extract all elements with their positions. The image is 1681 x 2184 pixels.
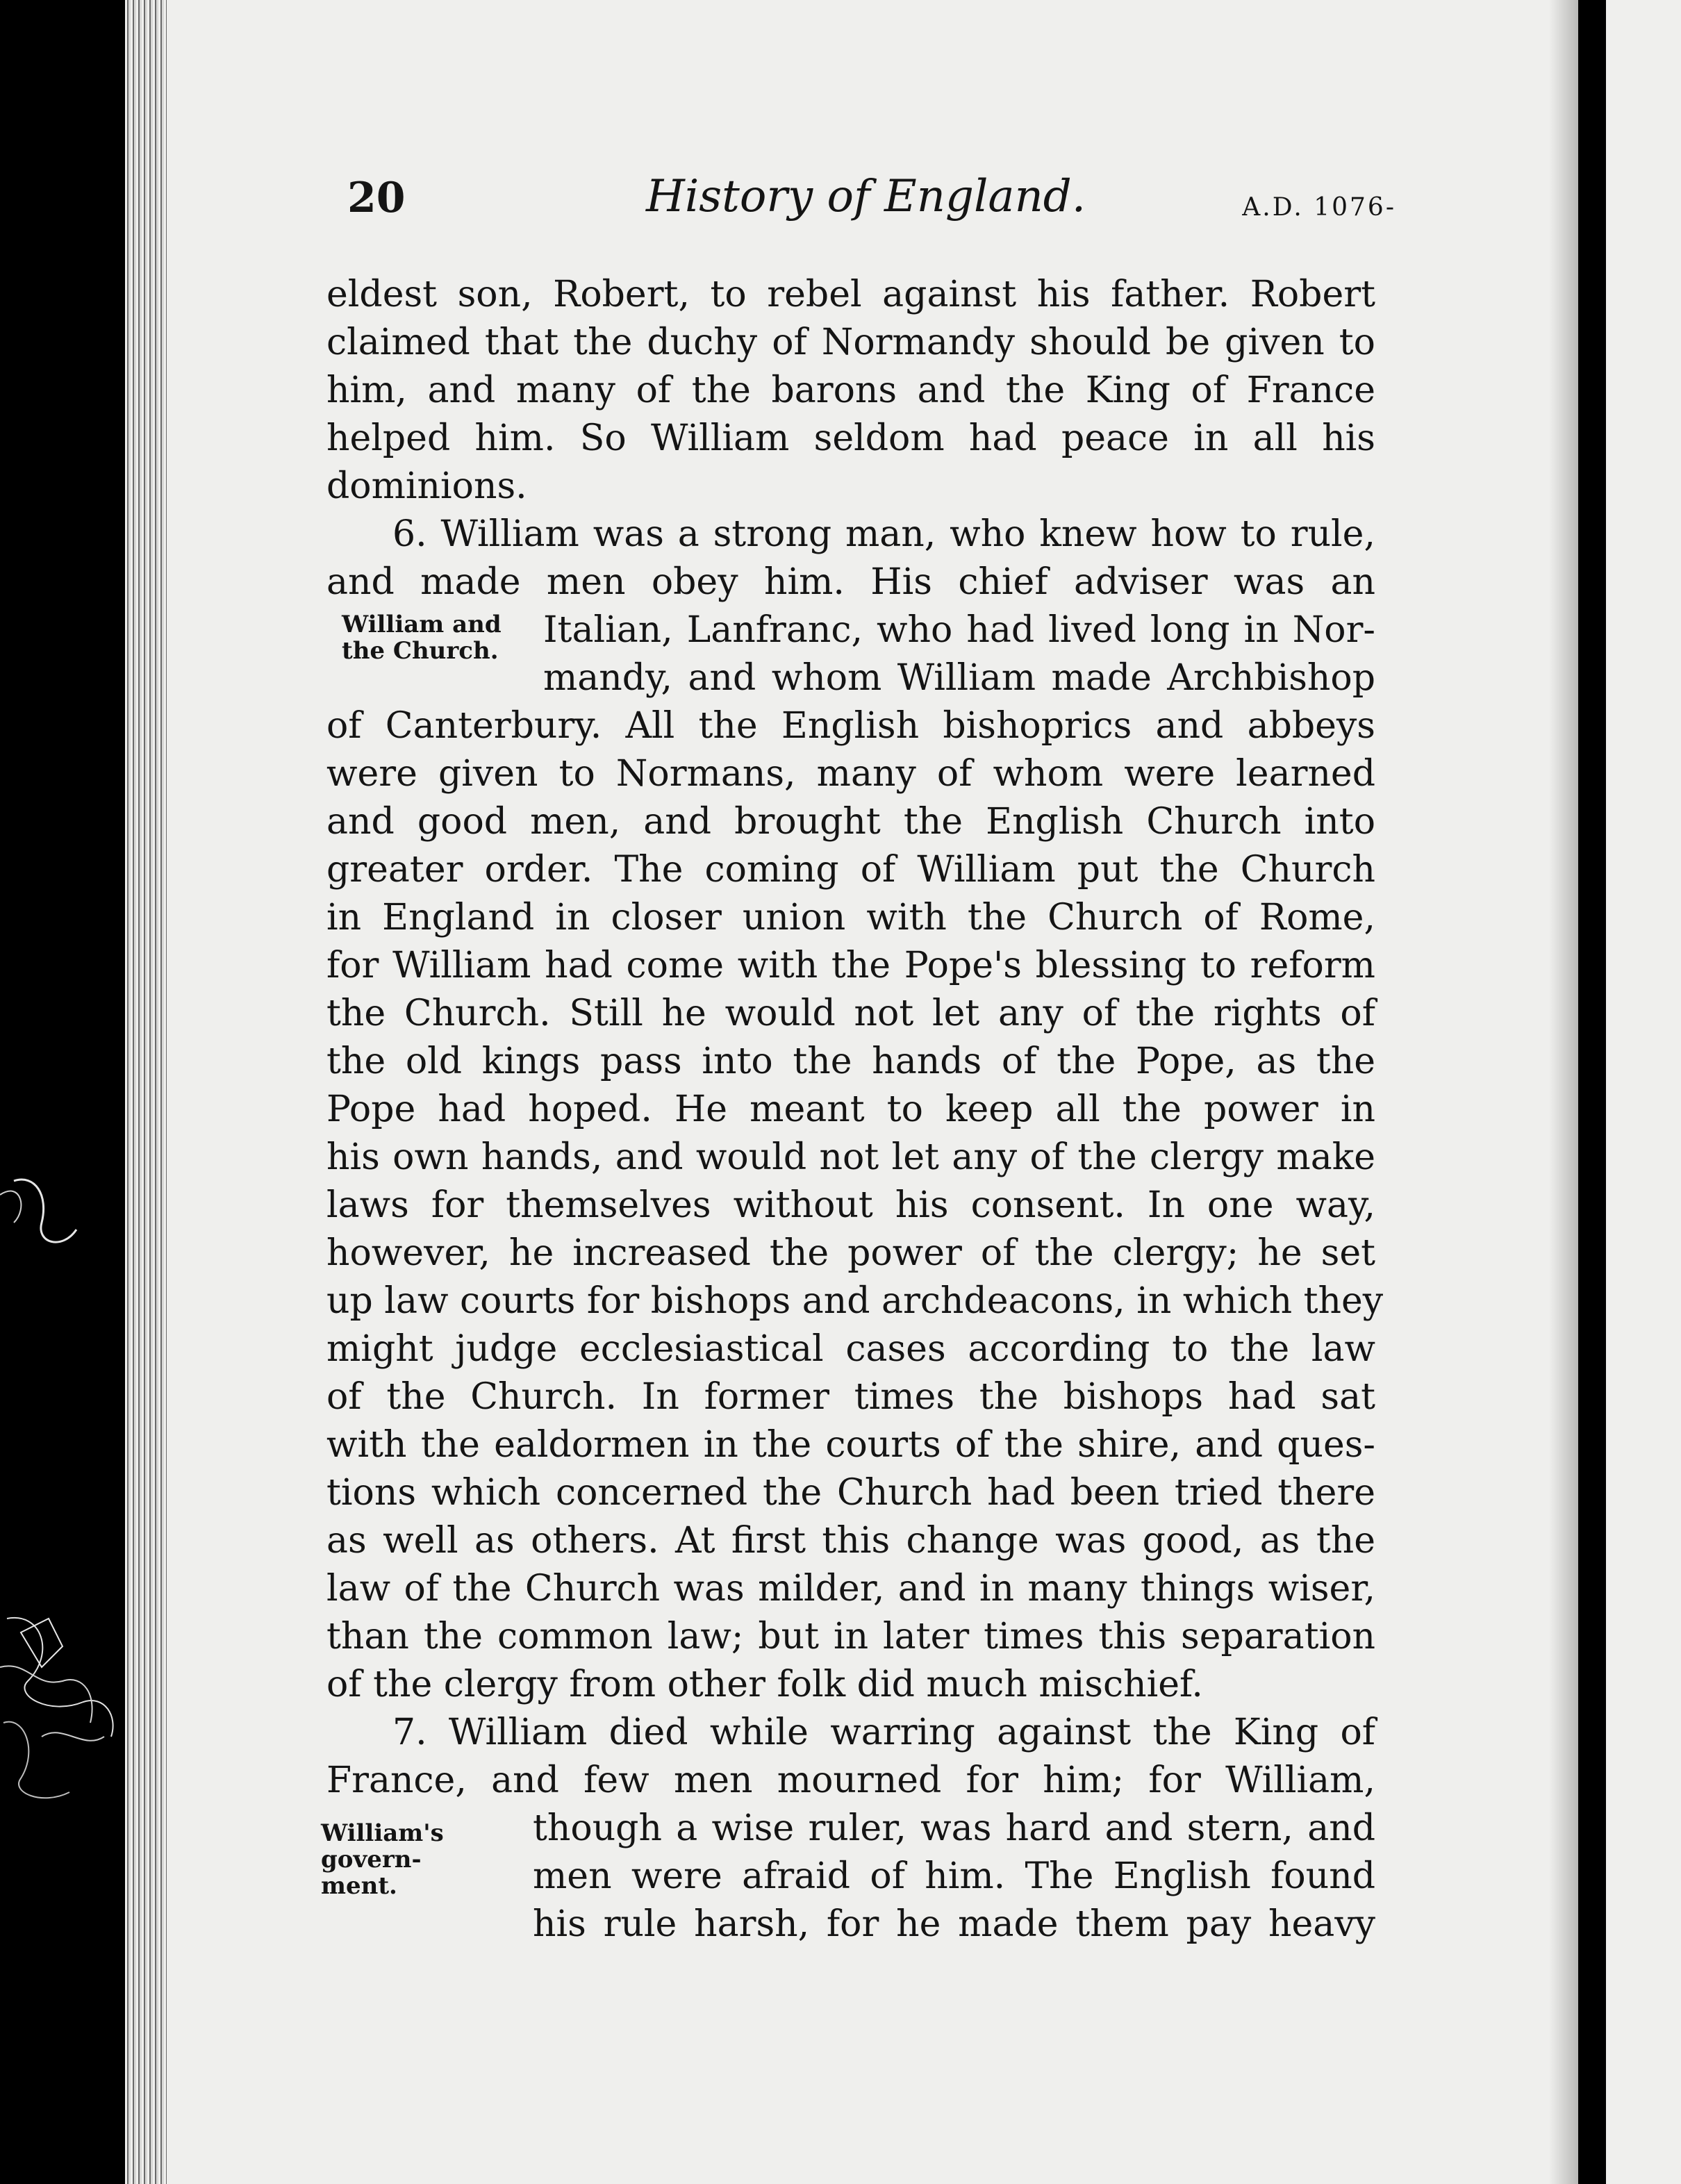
text-line: his own hands, and would not let any of the clergy make bbox=[326, 1136, 1375, 1178]
running-title: History of England. bbox=[646, 171, 1086, 222]
facing-page-edge bbox=[1606, 0, 1681, 2184]
text-line: France, and few men mourned for him; for William, bbox=[326, 1760, 1375, 1801]
text-line: with the ealdormen in the courts of the shire, and ques- bbox=[326, 1424, 1375, 1466]
text-line: Pope had hoped. He meant to keep all the power in bbox=[326, 1089, 1375, 1130]
text-line: of Canterbury. All the English bishoprics and abbeys bbox=[326, 705, 1375, 747]
side-note-line: ment. bbox=[321, 1872, 397, 1900]
text-line: greater order. The coming of William put the Church bbox=[326, 849, 1375, 891]
frayed-paper-edge bbox=[0, 0, 139, 2184]
text-line: were given to Normans, many of whom were learned bbox=[326, 753, 1375, 795]
page-number: 20 bbox=[347, 174, 406, 222]
running-head bbox=[340, 171, 1396, 236]
text-line: Italian, Lanfranc, who had lived long in Nor- bbox=[543, 609, 1375, 651]
text-line: up law courts for bishops and archdeacons, in which they bbox=[326, 1280, 1384, 1322]
side-note-line: the Church. bbox=[342, 637, 499, 665]
text-line: though a wise ruler, was hard and stern, and bbox=[533, 1807, 1375, 1849]
text-line: eldest son, Robert, to rebel against his father. Robert bbox=[326, 274, 1375, 315]
side-note-line: govern- bbox=[321, 1846, 422, 1873]
text-line: than the common law; but in later times this separation bbox=[326, 1616, 1375, 1657]
text-line: dominions. bbox=[326, 465, 527, 507]
text-line: however, he increased the power of the clergy; he set bbox=[326, 1232, 1375, 1274]
text-line: his rule harsh, for he made them pay heavy bbox=[533, 1903, 1375, 1945]
side-note-line: William and bbox=[342, 611, 502, 638]
text-line: of the Church. In former times the bishops had sat bbox=[326, 1376, 1375, 1418]
text-line: mandy, and whom William made Archbishop bbox=[543, 657, 1375, 699]
text-line: and made men obey him. His chief adviser was an bbox=[326, 561, 1375, 603]
text-line: the old kings pass into the hands of the Pope, as the bbox=[326, 1041, 1375, 1082]
text-line: helped him. So William seldom had peace in all his bbox=[326, 417, 1375, 459]
text-line: men were afraid of him. The English found bbox=[533, 1855, 1375, 1897]
text-line: law of the Church was milder, and in many things wiser, bbox=[326, 1568, 1375, 1610]
text-line: might judge ecclesiastical cases according to the law bbox=[326, 1328, 1375, 1370]
text-line: tions which concerned the Church had been tried there bbox=[326, 1472, 1375, 1514]
body-text bbox=[326, 271, 1384, 1949]
text-line: the Church. Still he would not let any of the rights of bbox=[326, 993, 1375, 1034]
text-line: claimed that the duchy of Normandy should be given to bbox=[326, 322, 1375, 363]
page-shadow bbox=[1549, 0, 1578, 2184]
text-line: and good men, and brought the English Church into bbox=[326, 801, 1375, 843]
text-line: for William had come with the Pope's blessing to reform bbox=[326, 945, 1375, 986]
text-line: him, and many of the barons and the King of France bbox=[326, 370, 1375, 411]
running-date: A.D. 1076- bbox=[1242, 193, 1396, 222]
gutter bbox=[1578, 0, 1606, 2184]
text-line: in England in closer union with the Church of Rome, bbox=[326, 897, 1375, 938]
text-line: of the clergy from other folk did much mischief. bbox=[326, 1664, 1203, 1705]
text-line: as well as others. At first this change was good, as the bbox=[326, 1520, 1375, 1562]
paragraph-7-start: 7. William died while warring against the King of bbox=[392, 1712, 1375, 1753]
text-line: laws for themselves without his consent. In one way, bbox=[326, 1184, 1375, 1226]
side-note-line: William's bbox=[321, 1819, 444, 1847]
paragraph-6-start: 6. William was a strong man, who knew how to rule, bbox=[392, 513, 1375, 555]
